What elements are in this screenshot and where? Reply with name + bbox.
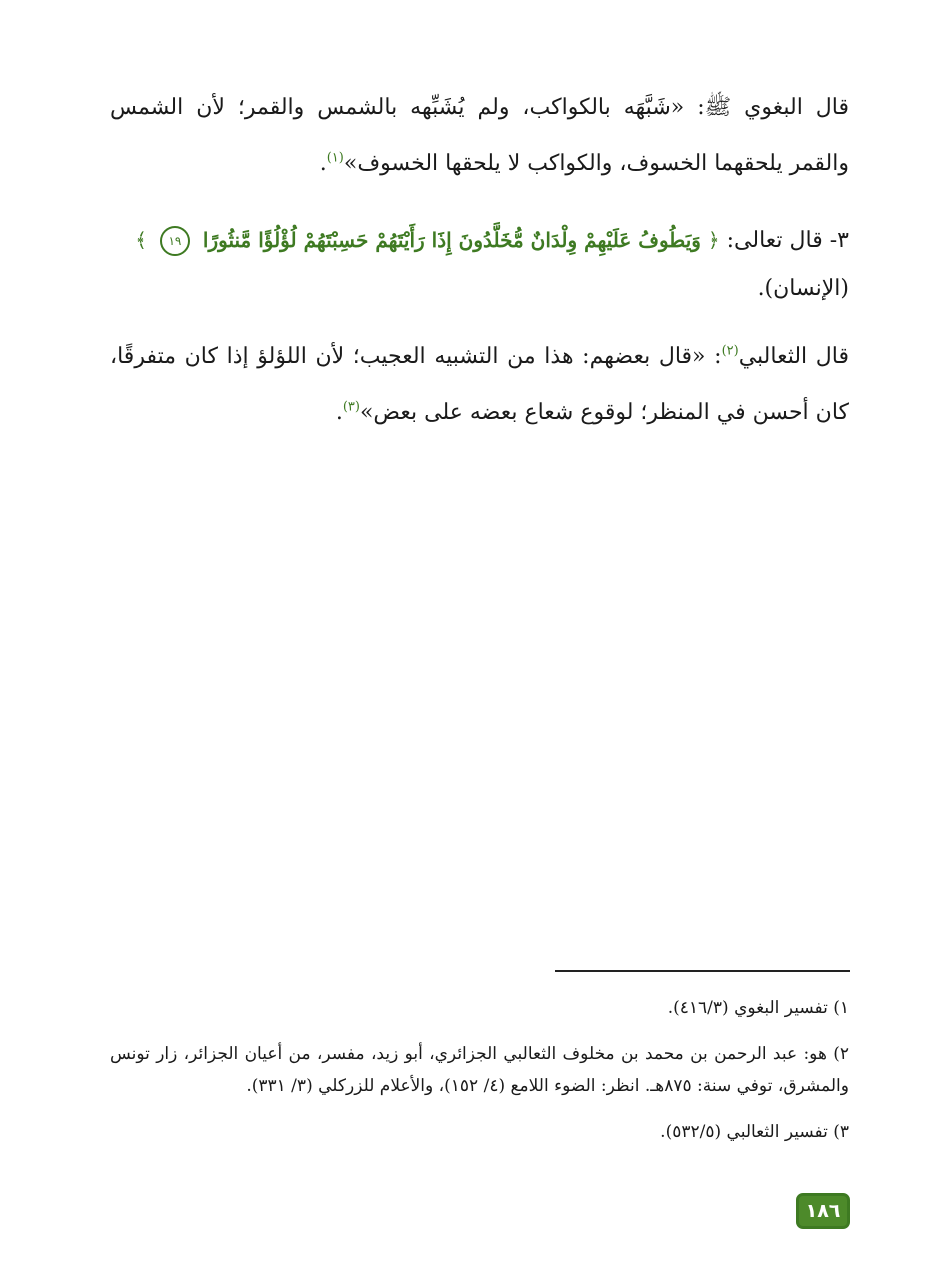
paragraph-end-1: . (319, 151, 327, 176)
surah-name: (الإنسان). (757, 276, 849, 301)
verse-close-bracket: ﴾ (135, 228, 147, 252)
paragraph-thaalibi (110, 329, 849, 441)
thaalibi-intro: قال الثعالبي (738, 344, 849, 369)
ayah-number-marker: ١٩ (160, 226, 190, 256)
footnote-ref-1[interactable]: (١) (326, 150, 344, 166)
page-number: ١٨٦ (796, 1193, 850, 1229)
footnote-ref-3[interactable]: (٣) (342, 399, 360, 415)
paragraph-baghawi (110, 80, 849, 192)
verse-line (110, 212, 849, 269)
thaalibi-quote: : «قال بعضهم: هذا من التشبيه العجيب؛ لأن اللؤلؤ إذا كان متفرقًا، كان أحسن في المنظر؛ لوقوع شعاع بعضه على بعض» (110, 344, 849, 425)
footnotes (110, 992, 849, 1162)
footnote-1: ١) تفسير البغوي (٤١٦/٣). (667, 998, 849, 1018)
paragraph-end-2: . (335, 400, 343, 425)
verse-intro: قال تعالى: (726, 228, 823, 253)
verse-open-bracket: ﴿ (707, 228, 720, 252)
baghawi-quote: قال البغوي ﷺ: «شَبَّهَه بالكواكب، ولم يُشَبِّهه بالشمس والقمر؛ لأن الشمس والقمر يلحقهما الخسوف، والكواكب لا يلحقها الخسوف» (110, 95, 849, 176)
footnote-2: ٢) هو: عبد الرحمن بن محمد بن مخلوف الثعالبي الجزائري، أبو زيد، مفسر، من أعيان الجزائر، زار تونس والمشرق، توفي سنة: ٨٧٥هـ. انظر: الضوء اللامع (٤/ ١٥٢)، والأعلام للزركلي (٣/ ٣٣١). (110, 1044, 849, 1096)
footnote-ref-2[interactable]: (٢) (721, 343, 739, 359)
main-text (110, 80, 849, 449)
footnote-3: ٣) تفسير الثعالبي (٥٣٢/٥). (660, 1122, 849, 1142)
item-number: ٣- (829, 228, 849, 253)
footnote-separator (555, 970, 850, 972)
quran-verse: وَيَطُوفُ عَلَيْهِمْ وِلْدَانٌ مُّخَلَّدُونَ إِذَا رَأَيْتَهُمْ حَسِبْتَهُمْ لُؤْلُؤًا مَّنثُورًا (202, 228, 701, 252)
